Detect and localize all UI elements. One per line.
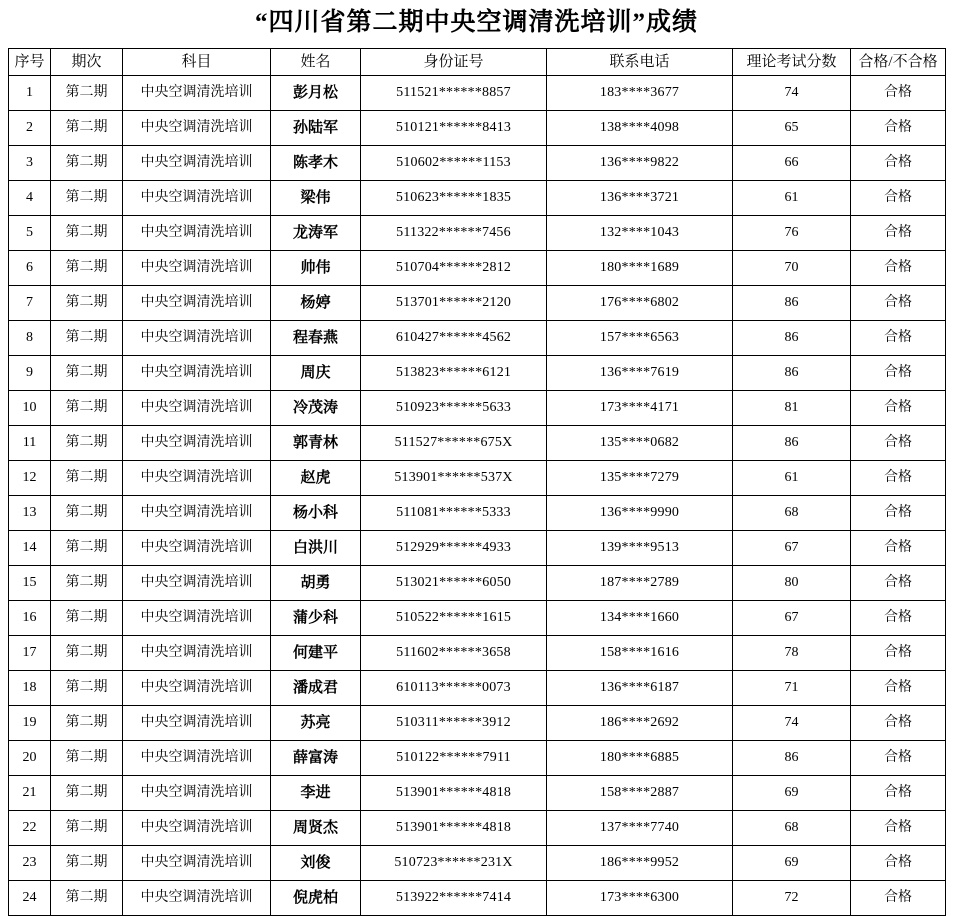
cell-phone: 139****9513 (547, 531, 733, 566)
cell-phone: 138****4098 (547, 111, 733, 146)
table-row (9, 776, 946, 811)
cell-phone: 158****1616 (547, 636, 733, 671)
cell-term: 第二期 (51, 216, 123, 251)
cell-result: 合格 (851, 426, 946, 461)
column-header-subject: 科目 (123, 49, 271, 76)
table-row (9, 846, 946, 881)
column-header-name: 姓名 (271, 49, 361, 76)
cell-score: 74 (733, 76, 851, 111)
cell-subject: 中央空调清洗培训 (123, 531, 271, 566)
cell-index: 4 (9, 181, 51, 216)
cell-term: 第二期 (51, 111, 123, 146)
cell-term: 第二期 (51, 671, 123, 706)
cell-subject: 中央空调清洗培训 (123, 146, 271, 181)
cell-score: 80 (733, 566, 851, 601)
cell-id-number: 610427******4562 (361, 321, 547, 356)
cell-name: 苏亮 (271, 706, 361, 741)
cell-name: 白洪川 (271, 531, 361, 566)
cell-phone: 135****7279 (547, 461, 733, 496)
cell-score: 86 (733, 356, 851, 391)
cell-name: 周贤杰 (271, 811, 361, 846)
cell-term: 第二期 (51, 391, 123, 426)
cell-name: 龙涛军 (271, 216, 361, 251)
column-header-index: 序号 (9, 49, 51, 76)
cell-result: 合格 (851, 566, 946, 601)
table-row (9, 461, 946, 496)
cell-result: 合格 (851, 251, 946, 286)
table-row (9, 76, 946, 111)
cell-name: 冷茂涛 (271, 391, 361, 426)
table-row (9, 251, 946, 286)
cell-name: 刘俊 (271, 846, 361, 881)
column-header-score: 理论考试分数 (733, 49, 851, 76)
cell-score: 76 (733, 216, 851, 251)
table-row (9, 636, 946, 671)
cell-term: 第二期 (51, 601, 123, 636)
cell-result: 合格 (851, 601, 946, 636)
cell-result: 合格 (851, 146, 946, 181)
cell-score: 69 (733, 776, 851, 811)
cell-score: 74 (733, 706, 851, 741)
cell-phone: 186****9952 (547, 846, 733, 881)
cell-subject: 中央空调清洗培训 (123, 426, 271, 461)
cell-result: 合格 (851, 181, 946, 216)
cell-term: 第二期 (51, 251, 123, 286)
cell-score: 86 (733, 426, 851, 461)
cell-phone: 136****7619 (547, 356, 733, 391)
cell-name: 薛富涛 (271, 741, 361, 776)
cell-result: 合格 (851, 496, 946, 531)
cell-term: 第二期 (51, 811, 123, 846)
table-row (9, 706, 946, 741)
cell-term: 第二期 (51, 636, 123, 671)
cell-score: 78 (733, 636, 851, 671)
cell-phone: 137****7740 (547, 811, 733, 846)
cell-index: 17 (9, 636, 51, 671)
cell-result: 合格 (851, 811, 946, 846)
table-row (9, 146, 946, 181)
cell-phone: 134****1660 (547, 601, 733, 636)
table-row (9, 881, 946, 916)
cell-phone: 173****4171 (547, 391, 733, 426)
column-header-phone: 联系电话 (547, 49, 733, 76)
cell-name: 潘成君 (271, 671, 361, 706)
cell-id-number: 513823******6121 (361, 356, 547, 391)
cell-id-number: 510723******231X (361, 846, 547, 881)
table-row (9, 671, 946, 706)
cell-subject: 中央空调清洗培训 (123, 601, 271, 636)
cell-score: 81 (733, 391, 851, 426)
cell-term: 第二期 (51, 286, 123, 321)
cell-score: 72 (733, 881, 851, 916)
cell-subject: 中央空调清洗培训 (123, 846, 271, 881)
table-row (9, 216, 946, 251)
cell-name: 杨小科 (271, 496, 361, 531)
cell-term: 第二期 (51, 321, 123, 356)
cell-phone: 180****6885 (547, 741, 733, 776)
cell-score: 70 (733, 251, 851, 286)
cell-result: 合格 (851, 741, 946, 776)
table-row (9, 286, 946, 321)
cell-id-number: 513922******7414 (361, 881, 547, 916)
cell-id-number: 510311******3912 (361, 706, 547, 741)
cell-score: 86 (733, 321, 851, 356)
cell-result: 合格 (851, 286, 946, 321)
cell-subject: 中央空调清洗培训 (123, 566, 271, 601)
column-header-result: 合格/不合格 (851, 49, 946, 76)
table-row (9, 181, 946, 216)
cell-subject: 中央空调清洗培训 (123, 321, 271, 356)
cell-index: 22 (9, 811, 51, 846)
cell-result: 合格 (851, 356, 946, 391)
cell-score: 61 (733, 181, 851, 216)
table-row (9, 356, 946, 391)
cell-phone: 136****6187 (547, 671, 733, 706)
cell-id-number: 511602******3658 (361, 636, 547, 671)
table-row (9, 811, 946, 846)
cell-score: 86 (733, 286, 851, 321)
cell-name: 李进 (271, 776, 361, 811)
cell-term: 第二期 (51, 706, 123, 741)
cell-name: 赵虎 (271, 461, 361, 496)
table-row (9, 741, 946, 776)
cell-index: 20 (9, 741, 51, 776)
cell-index: 5 (9, 216, 51, 251)
cell-subject: 中央空调清洗培训 (123, 356, 271, 391)
cell-id-number: 513901******4818 (361, 811, 547, 846)
cell-subject: 中央空调清洗培训 (123, 461, 271, 496)
cell-id-number: 510121******8413 (361, 111, 547, 146)
cell-subject: 中央空调清洗培训 (123, 216, 271, 251)
cell-index: 2 (9, 111, 51, 146)
cell-id-number: 511081******5333 (361, 496, 547, 531)
column-header-term: 期次 (51, 49, 123, 76)
cell-subject: 中央空调清洗培训 (123, 111, 271, 146)
cell-phone: 158****2887 (547, 776, 733, 811)
cell-result: 合格 (851, 321, 946, 356)
table-row (9, 391, 946, 426)
cell-phone: 186****2692 (547, 706, 733, 741)
table-row (9, 496, 946, 531)
cell-score: 68 (733, 496, 851, 531)
cell-subject: 中央空调清洗培训 (123, 286, 271, 321)
cell-phone: 135****0682 (547, 426, 733, 461)
cell-term: 第二期 (51, 846, 123, 881)
cell-phone: 183****3677 (547, 76, 733, 111)
cell-term: 第二期 (51, 741, 123, 776)
cell-name: 梁伟 (271, 181, 361, 216)
cell-phone: 187****2789 (547, 566, 733, 601)
cell-phone: 132****1043 (547, 216, 733, 251)
cell-index: 13 (9, 496, 51, 531)
cell-subject: 中央空调清洗培训 (123, 881, 271, 916)
cell-score: 66 (733, 146, 851, 181)
cell-name: 杨婷 (271, 286, 361, 321)
cell-name: 彭月松 (271, 76, 361, 111)
cell-term: 第二期 (51, 461, 123, 496)
cell-id-number: 510122******7911 (361, 741, 547, 776)
cell-index: 9 (9, 356, 51, 391)
cell-name: 陈孝木 (271, 146, 361, 181)
cell-name: 孙陆军 (271, 111, 361, 146)
cell-name: 帅伟 (271, 251, 361, 286)
cell-id-number: 513901******537X (361, 461, 547, 496)
cell-subject: 中央空调清洗培训 (123, 391, 271, 426)
table-row (9, 426, 946, 461)
cell-phone: 173****6300 (547, 881, 733, 916)
cell-score: 67 (733, 531, 851, 566)
cell-index: 10 (9, 391, 51, 426)
cell-subject: 中央空调清洗培训 (123, 741, 271, 776)
cell-index: 12 (9, 461, 51, 496)
cell-index: 1 (9, 76, 51, 111)
cell-name: 胡勇 (271, 566, 361, 601)
cell-name: 郭青林 (271, 426, 361, 461)
cell-name: 周庆 (271, 356, 361, 391)
cell-score: 65 (733, 111, 851, 146)
cell-subject: 中央空调清洗培训 (123, 251, 271, 286)
cell-id-number: 510623******1835 (361, 181, 547, 216)
cell-score: 69 (733, 846, 851, 881)
cell-term: 第二期 (51, 146, 123, 181)
page-title: “四川省第二期中央空调清洗培训”成绩 (254, 9, 698, 36)
table-row (9, 321, 946, 356)
cell-result: 合格 (851, 111, 946, 146)
cell-subject: 中央空调清洗培训 (123, 811, 271, 846)
cell-score: 61 (733, 461, 851, 496)
cell-subject: 中央空调清洗培训 (123, 76, 271, 111)
cell-index: 19 (9, 706, 51, 741)
cell-id-number: 511527******675X (361, 426, 547, 461)
cell-index: 18 (9, 671, 51, 706)
cell-index: 6 (9, 251, 51, 286)
cell-term: 第二期 (51, 881, 123, 916)
cell-index: 8 (9, 321, 51, 356)
table-row (9, 601, 946, 636)
cell-id-number: 510923******5633 (361, 391, 547, 426)
cell-subject: 中央空调清洗培训 (123, 671, 271, 706)
cell-phone: 136****9822 (547, 146, 733, 181)
cell-phone: 157****6563 (547, 321, 733, 356)
cell-id-number: 510602******1153 (361, 146, 547, 181)
table-row (9, 111, 946, 146)
cell-index: 3 (9, 146, 51, 181)
cell-result: 合格 (851, 76, 946, 111)
cell-result: 合格 (851, 216, 946, 251)
cell-name: 何建平 (271, 636, 361, 671)
cell-name: 倪虎柏 (271, 881, 361, 916)
cell-result: 合格 (851, 776, 946, 811)
cell-phone: 136****3721 (547, 181, 733, 216)
cell-subject: 中央空调清洗培训 (123, 636, 271, 671)
cell-id-number: 511322******7456 (361, 216, 547, 251)
table-row (9, 531, 946, 566)
cell-index: 7 (9, 286, 51, 321)
cell-result: 合格 (851, 461, 946, 496)
cell-index: 14 (9, 531, 51, 566)
cell-term: 第二期 (51, 181, 123, 216)
cell-phone: 176****6802 (547, 286, 733, 321)
cell-score: 67 (733, 601, 851, 636)
cell-id-number: 511521******8857 (361, 76, 547, 111)
cell-score: 71 (733, 671, 851, 706)
cell-id-number: 512929******4933 (361, 531, 547, 566)
cell-subject: 中央空调清洗培训 (123, 181, 271, 216)
cell-result: 合格 (851, 391, 946, 426)
cell-term: 第二期 (51, 566, 123, 601)
cell-phone: 136****9990 (547, 496, 733, 531)
cell-term: 第二期 (51, 531, 123, 566)
cell-index: 15 (9, 566, 51, 601)
table-header-row (9, 49, 946, 76)
grades-table (8, 48, 946, 916)
cell-term: 第二期 (51, 76, 123, 111)
cell-index: 24 (9, 881, 51, 916)
cell-score: 86 (733, 741, 851, 776)
cell-id-number: 513901******4818 (361, 776, 547, 811)
cell-result: 合格 (851, 881, 946, 916)
cell-term: 第二期 (51, 426, 123, 461)
cell-subject: 中央空调清洗培训 (123, 496, 271, 531)
cell-id-number: 510522******1615 (361, 601, 547, 636)
cell-result: 合格 (851, 671, 946, 706)
cell-id-number: 513021******6050 (361, 566, 547, 601)
cell-result: 合格 (851, 636, 946, 671)
cell-result: 合格 (851, 846, 946, 881)
column-header-id-number: 身份证号 (361, 49, 547, 76)
cell-score: 68 (733, 811, 851, 846)
cell-result: 合格 (851, 531, 946, 566)
cell-id-number: 610113******0073 (361, 671, 547, 706)
cell-term: 第二期 (51, 496, 123, 531)
cell-term: 第二期 (51, 356, 123, 391)
cell-phone: 180****1689 (547, 251, 733, 286)
table-row (9, 566, 946, 601)
cell-id-number: 513701******2120 (361, 286, 547, 321)
cell-index: 16 (9, 601, 51, 636)
cell-index: 21 (9, 776, 51, 811)
table-body (9, 76, 946, 916)
cell-index: 23 (9, 846, 51, 881)
cell-id-number: 510704******2812 (361, 251, 547, 286)
cell-name: 程春燕 (271, 321, 361, 356)
cell-subject: 中央空调清洗培训 (123, 776, 271, 811)
cell-term: 第二期 (51, 776, 123, 811)
cell-result: 合格 (851, 706, 946, 741)
cell-subject: 中央空调清洗培训 (123, 706, 271, 741)
cell-index: 11 (9, 426, 51, 461)
cell-name: 蒲少科 (271, 601, 361, 636)
